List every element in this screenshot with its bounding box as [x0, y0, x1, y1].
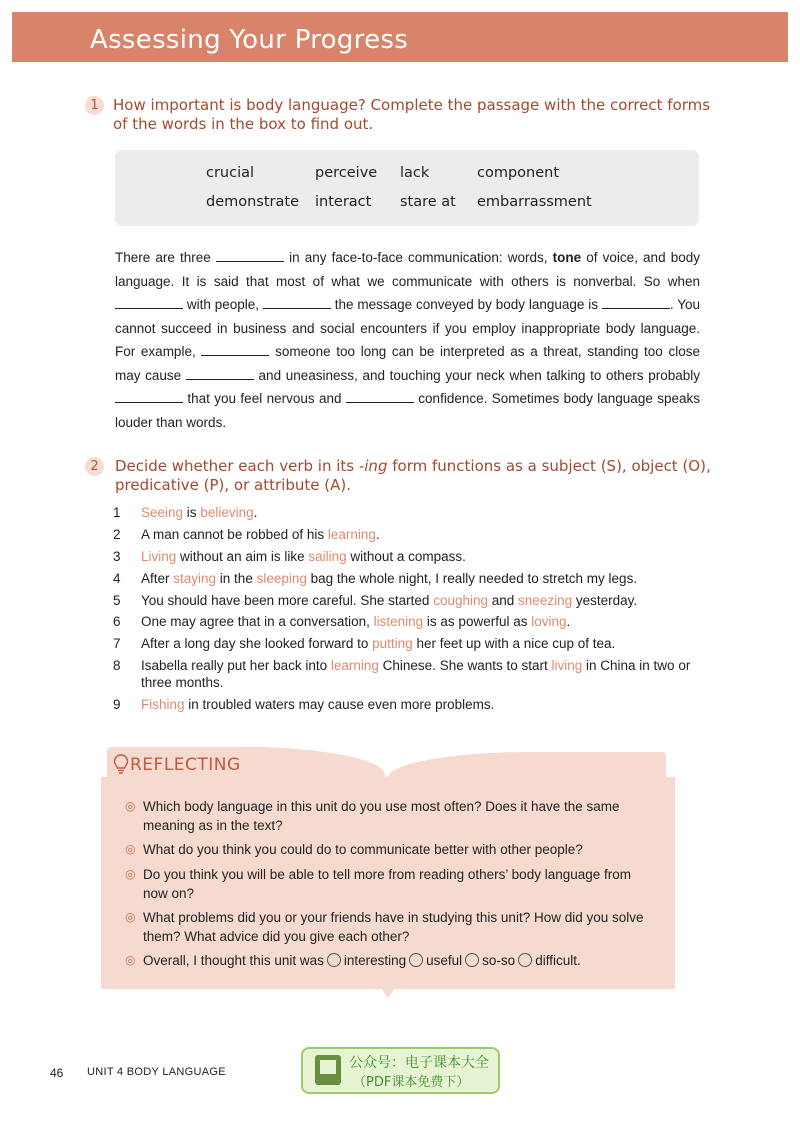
rating-prompt: Overall, I thought this unit was — [143, 953, 324, 969]
sentence-text: Chinese. She wants to start — [378, 658, 552, 674]
sentence-number: 4 — [113, 570, 121, 586]
stamp-line-2: （PDF课本免费下） — [353, 1075, 470, 1090]
highlighted-ing-word: coughing — [433, 592, 489, 608]
lightbulb-icon — [113, 754, 129, 776]
bullet-icon: ◎ — [125, 953, 136, 968]
reflecting-item — [125, 908, 655, 946]
answer-blank[interactable] — [201, 343, 269, 356]
book-icon — [315, 1055, 341, 1085]
word-box-item: embarrassment — [477, 194, 592, 210]
option-label: so-so — [482, 953, 516, 969]
page-number: 46 — [50, 1066, 64, 1080]
sentence-text: yesterday. — [572, 592, 638, 608]
highlighted-ing-word: sneezing — [518, 592, 573, 608]
page-header-banner — [12, 12, 788, 62]
option-label: difficult. — [535, 953, 581, 969]
reflecting-item-text: What problems did you or your friends have in studying this unit? How did you solve them? What advice did you give each other? — [143, 909, 644, 944]
highlighted-ing-word: believing — [200, 505, 254, 520]
highlighted-ing-word: putting — [372, 636, 413, 652]
sentence-text: in China in two or three months. — [141, 658, 691, 690]
sentence-text: Isabella really put her back into — [141, 658, 331, 674]
sentence-number: 9 — [113, 696, 121, 712]
question-2-text: Decide whether each verb in its - — [115, 457, 365, 475]
sentence-number: 1 — [113, 505, 121, 520]
highlighted-ing-word: learning — [327, 526, 376, 542]
sentence-item — [113, 636, 703, 653]
reflecting-list — [125, 797, 655, 975]
option-label: useful — [426, 953, 463, 969]
sentence-item — [113, 527, 703, 544]
answer-blank[interactable] — [115, 390, 183, 403]
highlighted-ing-word: living — [551, 658, 583, 674]
sentence-number: 6 — [113, 614, 121, 630]
highlighted-ing-word: Living — [141, 548, 177, 564]
sentence-list — [113, 505, 703, 719]
sentence-text: her feet up with a nice cup of tea. — [412, 636, 616, 652]
passage-segment: There are three — [115, 250, 211, 265]
sentence-text: After — [141, 570, 174, 586]
sentence-number: 8 — [113, 658, 121, 674]
sentence-text: . — [253, 505, 258, 520]
reflecting-item — [125, 865, 655, 903]
sentence-text: . — [375, 526, 380, 542]
sentence-text: without an aim is like — [176, 548, 309, 564]
passage-segment: someone too long can be interpreted as a threat, standing too close may cause — [115, 344, 700, 383]
sentence-text: without a compass. — [346, 548, 466, 564]
passage-segment: confidence. Sometimes body language speaks louder than words. — [115, 391, 700, 430]
sentence-item — [113, 658, 703, 691]
unit-label: UNIT 4 BODY LANGUAGE — [87, 1066, 226, 1078]
highlighted-ing-word: sailing — [308, 548, 347, 564]
sentence-number: 2 — [113, 526, 121, 542]
option-circle-so-so[interactable] — [465, 953, 479, 967]
answer-blank[interactable] — [216, 249, 284, 262]
word-box-item: perceive — [315, 165, 378, 181]
reflecting-tab-right — [388, 752, 666, 779]
sentence-number: 3 — [113, 548, 121, 564]
sentence-item — [113, 697, 703, 714]
word-box-item: component — [477, 165, 560, 181]
answer-blank[interactable] — [263, 296, 331, 309]
passage-segment: . You cannot succeed in business and social encounters if you employ inappropriate body language. For example, — [115, 297, 700, 359]
passage-segment: and uneasiness, and touching your neck when talking to others probably — [258, 367, 700, 383]
passage-text — [115, 246, 700, 434]
reflecting-item-text: Do you think you will be able to tell more from reading others’ body language from now on? — [143, 866, 632, 901]
highlighted-ing-word: listening — [373, 614, 424, 630]
passage-segment: that you feel nervous and — [187, 391, 342, 406]
question-2-number: 2 — [85, 457, 104, 476]
word-box-item: interact — [315, 194, 372, 210]
question-1-line-1: How important is body language? Complete the passage with the correct forms — [113, 96, 711, 114]
sentence-text: is as powerful as — [423, 614, 532, 630]
watermark-stamp — [301, 1047, 500, 1094]
answer-blank[interactable] — [186, 367, 254, 380]
sentence-text: . — [566, 614, 571, 630]
option-circle-interesting[interactable] — [327, 953, 341, 967]
word-box-item: stare at — [400, 194, 456, 210]
highlighted-ing-word: loving — [531, 614, 567, 630]
sentence-text: After a long day she looked forward to — [141, 636, 373, 652]
sentence-item — [113, 505, 703, 522]
question-2-line-1 — [115, 457, 711, 476]
bullet-icon: ◎ — [125, 909, 136, 924]
answer-blank[interactable] — [115, 296, 183, 309]
answer-blank[interactable] — [602, 296, 670, 309]
highlighted-ing-word: learning — [330, 658, 379, 674]
question-2-text: form functions as a subject (S), object (O), — [387, 457, 711, 475]
sentence-item — [113, 614, 703, 631]
sentence-text: in troubled waters may cause even more problems. — [184, 696, 495, 712]
word-box — [115, 150, 699, 226]
stamp-line-1: 公众号：电子课本大全 — [349, 1055, 489, 1071]
page-title: Assessing Your Progress — [90, 25, 409, 55]
sentence-text: You should have been more careful. She started — [141, 592, 434, 608]
word-box-item: lack — [400, 165, 430, 181]
passage-segment: with people, — [186, 297, 260, 312]
question-2-italic: ing — [364, 457, 388, 475]
sentence-text: is — [183, 505, 201, 520]
passage-bold-word: tone — [552, 250, 582, 265]
option-label: interesting — [343, 953, 407, 969]
passage-segment: of voice, and body language. It is said that most of what we communicate with others is nonverbal. So when — [115, 250, 700, 289]
highlighted-ing-word: Seeing — [141, 505, 184, 520]
reflecting-item — [125, 840, 655, 859]
sentence-text: One may agree that in a conversation, — [141, 614, 374, 630]
reflecting-item — [125, 797, 655, 835]
bullet-icon: ◎ — [125, 842, 136, 857]
option-circle-useful[interactable] — [409, 953, 423, 967]
sentence-number: 7 — [113, 636, 121, 652]
option-circle-difficult[interactable] — [518, 953, 532, 967]
sentence-item — [113, 549, 703, 566]
sentence-item — [113, 571, 703, 588]
bullet-icon: ◎ — [125, 799, 136, 813]
reflecting-title: REFLECTING — [130, 755, 241, 775]
question-1-line-2: of the words in the box to find out. — [113, 115, 374, 133]
reflecting-item-rating — [125, 951, 655, 970]
reflecting-notch — [381, 988, 395, 998]
answer-blank[interactable] — [346, 390, 414, 403]
word-box-item: demonstrate — [206, 194, 300, 210]
sentence-text: A man cannot be robbed of his — [141, 526, 328, 542]
highlighted-ing-word: Fishing — [141, 696, 185, 712]
sentence-text: bag the whole night, I really needed to stretch my legs. — [306, 570, 638, 586]
word-box-item: crucial — [206, 165, 255, 181]
reflecting-item-text: Which body language in this unit do you use most often? Does it have the same meaning as in the text? — [143, 799, 620, 833]
highlighted-ing-word: staying — [173, 570, 217, 586]
question-2-line-2: predicative (P), or attribute (A). — [115, 476, 351, 494]
passage-segment: the message conveyed by body language is — [334, 297, 598, 312]
sentence-text: in the — [216, 570, 257, 586]
question-1-number: 1 — [85, 96, 104, 115]
sentence-number: 5 — [113, 592, 121, 608]
sentence-item — [113, 593, 703, 610]
sentence-text: and — [488, 592, 519, 608]
highlighted-ing-word: sleeping — [256, 570, 307, 586]
passage-segment: in any face-to-face communication: words, — [289, 250, 548, 265]
reflecting-item-text: What do you think you could do to communicate better with other people? — [143, 842, 583, 858]
bullet-icon: ◎ — [125, 866, 136, 881]
